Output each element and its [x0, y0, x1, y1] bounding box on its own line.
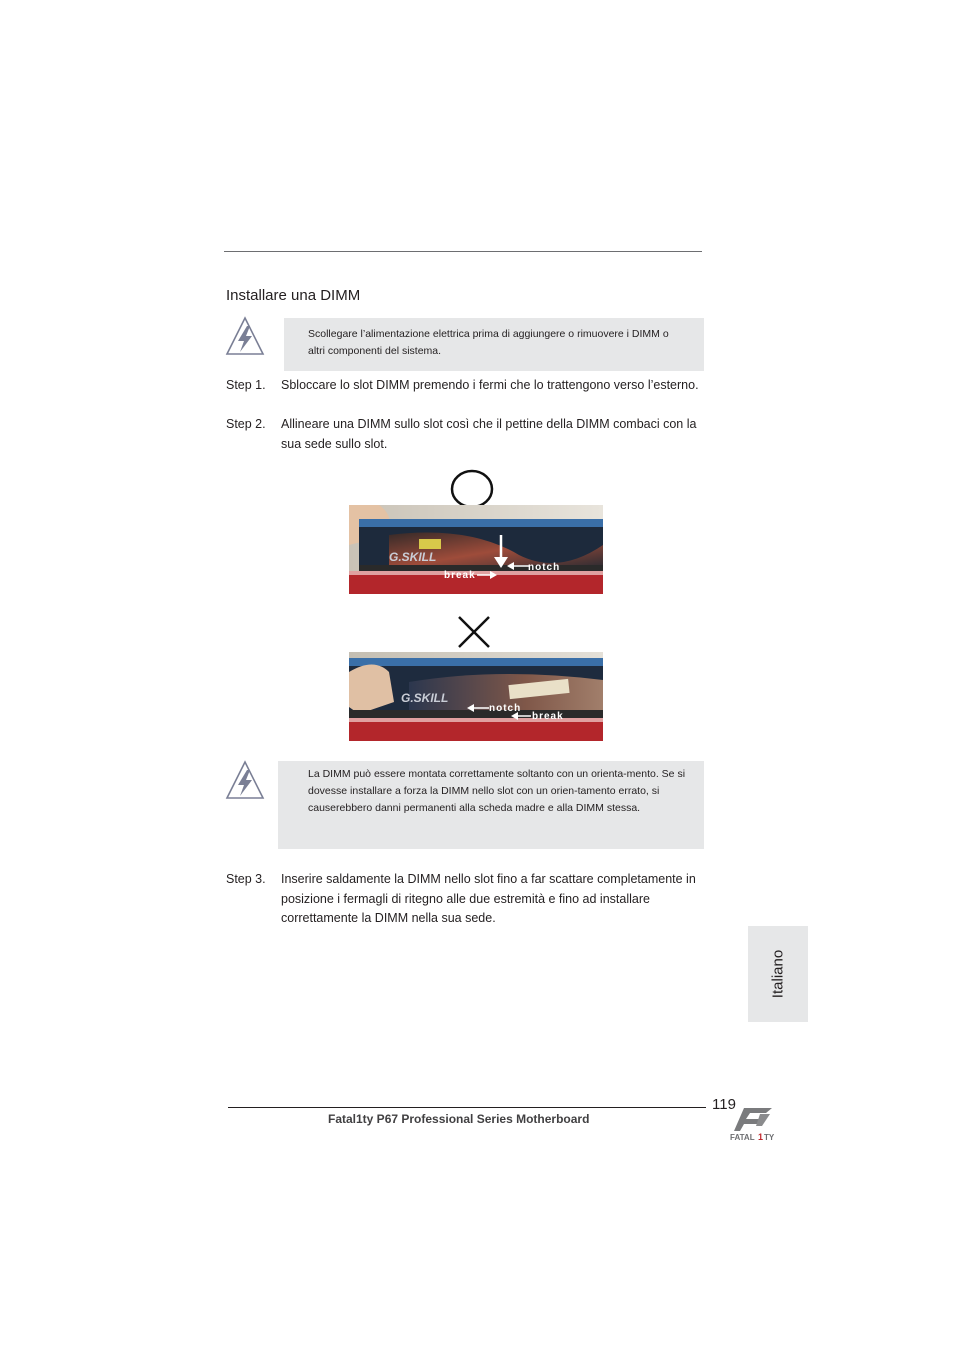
step-2-label: Step 2.	[226, 417, 266, 431]
break-label-wrong: break	[532, 711, 564, 722]
warning-icon	[225, 316, 265, 356]
step-1-text: Sbloccare lo slot DIMM premendo i fermi che lo trattengono verso l’esterno.	[281, 378, 699, 392]
warning-note-orientation-text: La DIMM può essere montata correttamente soltanto con un orienta-mento. Se si dovesse installare a forza la DIMM nello slot con un orien-tamento errato, si causerebbero danni permanenti alla scheda madre e alla DIMM stessa.	[308, 768, 686, 814]
warning-icon	[225, 760, 265, 800]
break-label-correct: break	[444, 570, 476, 581]
footer-rule	[228, 1107, 706, 1108]
footer-title: Fatal1ty P67 Professional Series Motherboard	[328, 1112, 590, 1126]
dimm-photo-correct	[349, 505, 603, 594]
step-3-label: Step 3.	[226, 872, 266, 886]
svg-text:TY: TY	[764, 1133, 775, 1142]
notch-label-correct: notch	[528, 562, 561, 573]
step-3-text: Inserire saldamente la DIMM nello slot fino a far scattare completamente in posizione i fermagli di ritegno alle due estremità e fino ad installare correttamente la DIMM nella sua sede.	[281, 872, 696, 925]
step-2-text: Allineare una DIMM sullo slot così che il pettine della DIMM combaci con la sua sede sullo slot.	[281, 417, 697, 451]
step-1-label: Step 1.	[226, 378, 266, 392]
notch-label-wrong: notch	[489, 703, 522, 714]
fatal1ty-logo	[726, 1104, 788, 1149]
svg-text:FATAL: FATAL	[730, 1133, 755, 1142]
svg-text:1: 1	[758, 1132, 764, 1142]
wrong-cross-icon	[456, 614, 492, 655]
warning-note-orientation	[278, 761, 704, 849]
language-side-tab	[748, 926, 808, 1022]
page-number: 119	[712, 1096, 736, 1110]
dimm-brand-correct: G.SKILL	[389, 550, 437, 564]
language-side-tab-label: Italiano	[769, 949, 787, 999]
warning-note-power	[284, 318, 704, 371]
dimm-photo-wrong	[349, 652, 603, 741]
dimm-brand-wrong: G.SKILL	[401, 691, 449, 705]
header-rule	[224, 251, 702, 252]
section-title: Installare una DIMM	[226, 287, 361, 304]
warning-note-power-text: Scollegare l’alimentazione elettrica prima di aggiungere o rimuovere i DIMM o altri componenti del sistema.	[308, 328, 669, 357]
